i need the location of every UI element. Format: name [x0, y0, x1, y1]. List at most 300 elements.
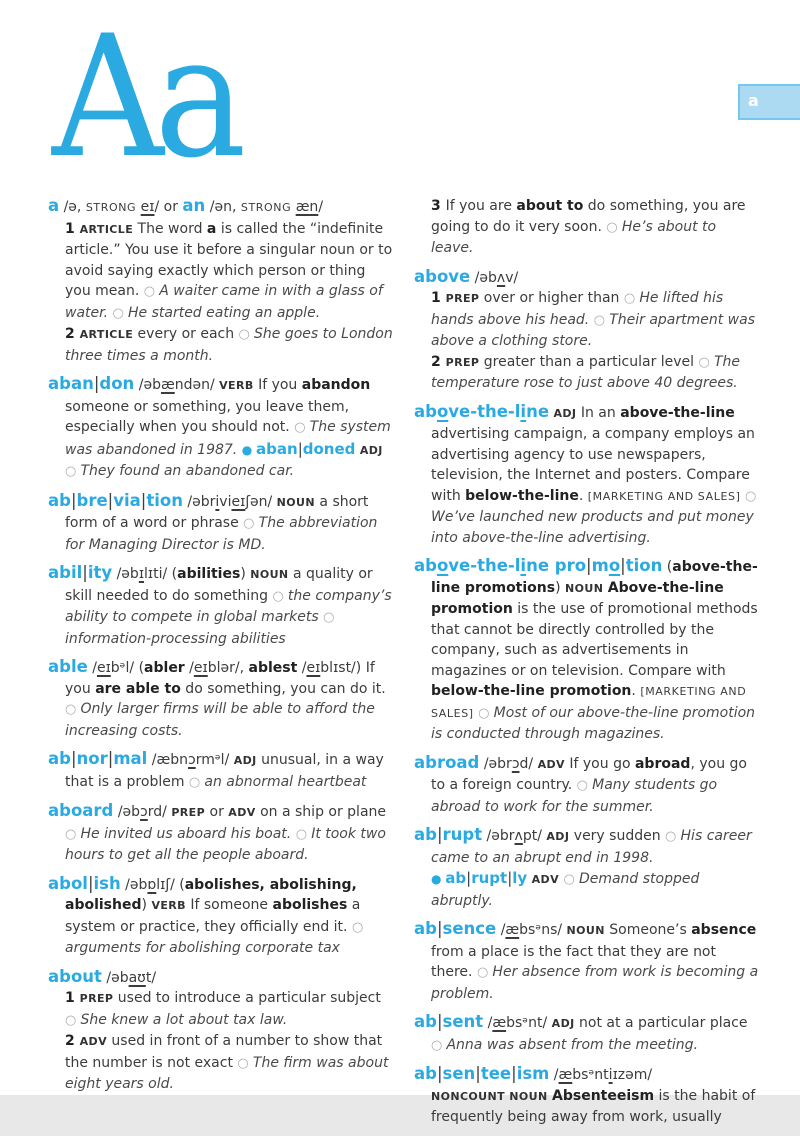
entry-sense-paragraph [48, 1031, 394, 1095]
example-text: arguments for abolishing corporate tax [65, 940, 340, 956]
derived-headword: ly [512, 869, 528, 887]
example-marker-icon: ○ [65, 464, 81, 479]
headword: ab [414, 825, 437, 844]
headword: tion [625, 556, 663, 575]
pronunciation: ndən/ [174, 377, 220, 393]
headword: don [99, 374, 135, 393]
entry-head-paragraph [414, 753, 760, 818]
pronunciation: / [87, 660, 97, 676]
part-of-speech-label: ADJ [546, 830, 570, 843]
definition-text: ( [171, 566, 178, 582]
definition-text: very sudden [569, 828, 666, 844]
sense-number: 2 [65, 1033, 80, 1049]
sense-number: 3 [431, 198, 446, 214]
syllable-divider: | [475, 1064, 481, 1083]
part-of-speech-label: VERB [151, 899, 186, 912]
pronunciation: /əb [101, 969, 129, 986]
stress-label: STRONG [240, 201, 292, 214]
dictionary-entry [48, 491, 394, 556]
bold-term: about to [516, 198, 584, 214]
subject-label: [MARKETING AND SALES] [587, 489, 741, 503]
example-text: She knew a lot about tax law. [80, 1011, 288, 1028]
definition-text: The word [133, 220, 207, 237]
definition-text: a short form of a word or phrase [65, 493, 369, 531]
dictionary-entry [414, 1064, 760, 1128]
example-marker-icon: ○ [243, 516, 259, 531]
definition-text: or [205, 804, 229, 820]
example-marker-icon: ○ [295, 826, 312, 842]
example-text: Their apartment was above a clothing store. [431, 311, 755, 349]
pronunciation: / [483, 1015, 493, 1031]
entry-head-paragraph [48, 749, 394, 793]
pronunciation: bsᵊnt [572, 1067, 609, 1083]
headword: i [520, 401, 527, 421]
definition-text: from a place is the fact that they are not there. [431, 943, 716, 980]
part-of-speech-label: ARTICLE [79, 328, 134, 341]
definition-text: do something, you can do it. [180, 680, 386, 697]
entry-head-paragraph [48, 801, 394, 866]
bold-term: abroad [634, 755, 691, 772]
subject-label: [MARKETING AND SALES] [431, 685, 747, 720]
pronunciation: /əbr [482, 828, 515, 844]
pronunciation: ɪzəm/ [612, 1067, 653, 1083]
syllable-divider: | [140, 490, 147, 510]
pronunciation: eɪ [193, 660, 208, 676]
definition-text: is the use of promotional methods that cannot be directly controlled by the company, such as advertisements in magazines or on television. Compare with [431, 601, 758, 679]
stress-label: STRONG [85, 201, 137, 214]
entry-head-paragraph [414, 1064, 760, 1086]
example-marker-icon: ○ [431, 1037, 447, 1053]
part-of-speech-label: NONCOUNT NOUN [431, 1089, 548, 1103]
syllable-divider: | [507, 869, 513, 887]
dictionary-entry [48, 801, 394, 866]
syllable-divider: | [586, 556, 592, 575]
headword: about [48, 966, 102, 986]
bold-term: are able to [95, 680, 181, 697]
pronunciation: / [549, 1067, 559, 1083]
bold-term: a [206, 220, 217, 237]
definition-text: every or each [133, 326, 239, 342]
syllable-divider: | [93, 374, 100, 393]
example-marker-icon: ○ [65, 826, 81, 842]
definition-text: If you are [445, 198, 517, 214]
pronunciation: /əbr [182, 493, 216, 510]
thumb-index-letter: a [748, 91, 759, 110]
pronunciation: æ [505, 922, 520, 938]
headword: ism [516, 1064, 550, 1083]
dictionary-entry [414, 753, 760, 818]
pronunciation: /əb [120, 876, 148, 893]
bold-term: Above-the-line promotion [431, 579, 724, 617]
pronunciation: rd/ [147, 804, 172, 820]
sense-number: 1 [65, 220, 80, 237]
pronunciation: /əbr [479, 755, 512, 772]
part-of-speech-label: ADJ [233, 754, 257, 767]
dictionary-entry [48, 563, 394, 649]
example-text: Her absence from work is becoming a problem. [431, 964, 759, 1002]
pronunciation: bsᵊns/ [519, 922, 567, 938]
entry-sense-paragraph [414, 288, 760, 352]
bold-term: abolishes [272, 897, 348, 913]
example-text: Many students go abroad to work for the summer. [431, 777, 718, 815]
part-of-speech-label: PREP [445, 292, 480, 305]
entry-head-paragraph [414, 825, 760, 868]
pronunciation: ɔ [511, 755, 520, 772]
headword: ab [414, 919, 437, 938]
example-text: He’s about to leave. [431, 218, 717, 256]
pronunciation: /əb [112, 566, 139, 582]
definition-text: ( [138, 660, 145, 676]
definition-text: advertising campaign, a company employs an advertising agency to use newspapers, television, the Internet and posters. Compare with [431, 426, 755, 504]
headword: ish [93, 873, 121, 893]
syllable-divider: | [107, 490, 114, 510]
definition-text: is the habit of frequently being away from work, usually [431, 1087, 756, 1125]
bold-term: above-the-line [620, 404, 735, 421]
example-marker-icon: ○ [744, 488, 757, 504]
pronunciation: vi [219, 493, 232, 510]
pronunciation: /əb [113, 804, 141, 820]
dictionary-entry [414, 196, 760, 259]
part-of-speech-label: VERB [219, 379, 254, 392]
dictionary-entry [48, 374, 394, 483]
example-marker-icon: ○ [272, 588, 288, 604]
definition-text: If you [253, 377, 302, 393]
syllable-divider: | [436, 1064, 443, 1083]
example-marker-icon: ○ [593, 312, 610, 328]
bold-term: abolishes, abolishing, abolished [65, 876, 357, 913]
example-marker-icon: ○ [65, 702, 81, 717]
example-text: He lifted his hands above his head. [431, 290, 724, 328]
pronunciation: /æbn [147, 752, 188, 768]
headword: aban [48, 374, 94, 393]
pronunciation: i [215, 493, 220, 510]
example-text: The abbreviation for Managing Director is MD. [65, 515, 378, 553]
section-letter-dropcap: Aa [52, 0, 238, 195]
derived-headword: doned [302, 439, 356, 458]
example-text: Only larger firms will be able to afford the increasing costs. [65, 701, 375, 739]
bold-term: above-the-line promotions [431, 559, 758, 596]
definition-text: ) [555, 579, 566, 596]
pronunciation: v/ [505, 269, 519, 286]
bold-term: abilities [177, 566, 241, 582]
definition-text: not at a particular place [574, 1015, 748, 1031]
dictionary-entry [414, 402, 760, 549]
definition-text: , [239, 660, 249, 676]
bold-term: below-the-line promotion [431, 683, 632, 699]
syllable-divider: | [70, 749, 77, 768]
pronunciation: æ [558, 1067, 573, 1083]
definition-text: . [578, 487, 588, 504]
example-text: The system was abandoned in 1987. [65, 419, 391, 458]
example-text: His career came to an abrupt end in 1998. [431, 828, 752, 866]
headword: sen [442, 1064, 476, 1083]
example-marker-icon: ○ [623, 291, 640, 306]
sense-number: 1 [431, 290, 446, 306]
entry-sense-paragraph [414, 868, 760, 911]
pronunciation: / [496, 922, 506, 938]
syllable-divider: | [436, 919, 443, 938]
dictionary-entry [414, 1012, 760, 1056]
definition-text: on a ship or plane [255, 804, 387, 820]
pronunciation: bᵊl/ [110, 660, 139, 676]
example-marker-icon: ○ [476, 965, 493, 980]
part-of-speech-label: PREP [445, 355, 480, 369]
pronunciation: aʊ [128, 969, 146, 986]
headword: abroad [414, 752, 480, 772]
pronunciation: / [184, 660, 194, 676]
entry-sense-paragraph [48, 324, 394, 366]
bold-term: Absenteeism [552, 1087, 655, 1104]
headword: able [48, 657, 88, 676]
definition-text: greater than a particular level [479, 353, 699, 370]
part-of-speech-label: NOUN [565, 581, 604, 595]
pronunciation: bsᵊnt/ [506, 1015, 552, 1031]
example-text: He started eating an apple. [128, 304, 321, 321]
definition-text: do something, you are going to do it very soon. [431, 198, 746, 235]
headword: sence [442, 919, 497, 938]
headword: ab [414, 1064, 437, 1083]
syllable-divider: | [511, 1064, 517, 1083]
headword: tee [480, 1064, 512, 1083]
dictionary-entry [414, 825, 760, 911]
headword: ne [526, 401, 550, 421]
bold-term: abler [144, 660, 185, 676]
headword: ab [48, 749, 71, 768]
dictionary-entry [48, 196, 394, 366]
pronunciation: eɪ [140, 199, 155, 215]
part-of-speech-label: NOUN [276, 495, 315, 509]
entry-sense-paragraph [48, 219, 394, 325]
definition-text: ) [240, 566, 251, 582]
definition-text: a quality or skill needed to do something [65, 566, 373, 604]
pronunciation: lɪʃ/ [156, 876, 180, 893]
definition-text: ) [141, 897, 152, 913]
definition-text: or [163, 199, 183, 215]
entry-head-paragraph [48, 967, 394, 989]
syllable-divider: | [82, 563, 88, 582]
headword: ve-the-l [448, 556, 521, 575]
entry-sense-paragraph [414, 1086, 760, 1128]
sense-number: 2 [431, 353, 446, 370]
pronunciation: ʃən/ [245, 493, 277, 510]
part-of-speech-label: ADJ [551, 1017, 575, 1030]
headword: i [520, 556, 527, 575]
pronunciation: ɔ [140, 804, 148, 820]
dictionary-entry [414, 267, 760, 394]
syllable-divider: | [297, 439, 303, 458]
definition-text: . [631, 683, 641, 699]
definition-text: ) If you [65, 660, 375, 697]
part-of-speech-label: ADV [228, 806, 256, 819]
entry-head-paragraph [48, 563, 394, 649]
headword: aboard [48, 801, 114, 820]
part-of-speech-label: ARTICLE [79, 222, 134, 236]
example-marker-icon: ○ [576, 778, 593, 793]
pronunciation: ɪ [138, 566, 145, 582]
dictionary-entry [48, 967, 394, 1095]
example-marker-icon: ○ [323, 610, 335, 625]
pronunciation: pt/ [522, 828, 547, 844]
definition-text: used in front of a number to show that the number is not exact [65, 1033, 383, 1071]
example-text: They found an abandoned car. [80, 463, 295, 479]
entry-sense-paragraph [414, 352, 760, 394]
entry-head-paragraph [414, 267, 760, 289]
definition-text: used to introduce a particular subject [113, 990, 381, 1006]
definition-text: someone or something, you leave them, especially when you should not. [65, 398, 350, 435]
definition-text: a system or practice, they officially end it. [65, 897, 361, 935]
pronunciation: æn [295, 199, 319, 215]
entry-head-paragraph [48, 657, 394, 741]
example-marker-icon: ○ [238, 327, 255, 342]
derived-headword: rupt [471, 869, 508, 887]
syllable-divider: | [87, 873, 94, 893]
pronunciation: eɪ [306, 660, 321, 676]
example-marker-icon: ○ [237, 1055, 253, 1071]
entry-head-paragraph [48, 874, 394, 959]
example-marker-icon: ○ [294, 420, 310, 435]
entry-sense-paragraph [414, 196, 760, 259]
entry-head-paragraph [48, 374, 394, 483]
pronunciation: /ən, [205, 199, 241, 215]
headword: rupt [442, 825, 483, 844]
example-marker-icon: ○ [65, 1012, 81, 1028]
part-of-speech-label: ADV [79, 1035, 107, 1048]
dictionary-content [48, 196, 760, 1136]
example-text: A waiter came in with a glass of water. [65, 283, 383, 321]
headword: sent [442, 1012, 484, 1031]
entry-head-paragraph [414, 402, 760, 549]
pronunciation: / [154, 199, 164, 215]
headword: ab [414, 401, 437, 421]
example-marker-icon: ○ [606, 219, 622, 235]
headword: nor [76, 749, 108, 768]
pronunciation: d/ [519, 755, 538, 772]
entry-head-paragraph [48, 196, 394, 219]
entry-sense-paragraph [48, 988, 394, 1031]
part-of-speech-label: ADJ [359, 443, 383, 457]
pronunciation: rmᵊl/ [195, 752, 234, 768]
definition-text: over or higher than [479, 290, 624, 306]
thumb-index-tab[interactable] [738, 84, 800, 120]
entry-head-paragraph [414, 1012, 760, 1056]
dictionary-entry [48, 749, 394, 793]
pronunciation: blɪst/ [320, 660, 356, 676]
headword: m [591, 556, 609, 575]
definition-text: If someone [185, 897, 273, 913]
pronunciation: /ə, [59, 199, 86, 215]
pronunciation: ʌ [514, 828, 523, 844]
headword: an [182, 196, 206, 215]
syllable-divider: | [107, 749, 114, 768]
example-marker-icon: ○ [351, 919, 364, 935]
headword: o [436, 556, 449, 575]
part-of-speech-label: ADJ [553, 406, 577, 420]
definition-text: is called the “indefinite article.” You use it before a singular noun or to avoid saying exactly which person or thing you mean. [65, 220, 393, 299]
bold-term: below-the-line [465, 487, 579, 504]
headword: above [414, 266, 471, 286]
dictionary-entry [414, 919, 760, 1004]
pronunciation: blər/ [207, 660, 240, 676]
example-text: She goes to London three times a month. [65, 326, 393, 364]
definition-text: In an [576, 404, 621, 421]
headword: o [608, 556, 621, 575]
part-of-speech-label: ADV [537, 757, 565, 771]
example-text: information-processing abilities [65, 630, 286, 647]
example-marker-icon: ○ [112, 305, 128, 321]
pronunciation: æ [160, 377, 175, 393]
pronunciation: / [318, 199, 324, 215]
pronunciation: t/ [145, 969, 157, 986]
pronunciation: eɪ [231, 493, 246, 510]
headword: mal [113, 749, 148, 768]
headword: ne pro [526, 556, 587, 575]
pronunciation: eɪ [96, 660, 111, 676]
example-text: The firm was about eight years old. [65, 1054, 389, 1092]
example-marker-icon: ○ [563, 872, 579, 887]
example-text: an abnormal heartbeat [204, 773, 367, 790]
syllable-divider: | [620, 556, 626, 575]
pronunciation: ɔ [187, 752, 196, 768]
part-of-speech-label: PREP [79, 992, 114, 1005]
sense-number: 2 [65, 326, 80, 342]
entry-head-paragraph [48, 491, 394, 556]
definition-text: ( [662, 559, 673, 575]
headword: ab [414, 1012, 437, 1031]
part-of-speech-label: NOUN [250, 568, 289, 581]
derived-form-bullet-icon: ● [431, 872, 446, 886]
pronunciation: /əb [134, 377, 161, 393]
headword: ab [414, 556, 437, 575]
example-marker-icon: ○ [143, 284, 160, 299]
right-column [414, 196, 760, 1136]
entry-head-paragraph [414, 919, 760, 1004]
syllable-divider: | [436, 825, 443, 844]
headword: bre [76, 490, 108, 510]
headword: via [113, 490, 141, 510]
syllable-divider: | [70, 490, 77, 510]
pronunciation: lɪti/ [144, 566, 172, 582]
bold-term: abandon [301, 377, 371, 393]
pronunciation: æ [492, 1015, 507, 1031]
definition-text: , you go to a foreign country. [431, 755, 747, 793]
example-text: We’ve launched new products and put money into above-the-line advertising. [431, 509, 754, 546]
part-of-speech-label: ADV [531, 873, 559, 886]
part-of-speech-label: PREP [171, 806, 206, 819]
example-text: Demand stopped abruptly. [431, 871, 700, 909]
headword: abil [48, 563, 83, 582]
derived-form-bullet-icon: ● [241, 442, 257, 457]
headword: o [436, 401, 449, 421]
example-marker-icon: ○ [665, 829, 681, 844]
example-text: the company’s ability to compete in global markets [65, 587, 392, 625]
example-marker-icon: ○ [188, 774, 205, 790]
headword: ab [48, 490, 71, 510]
headword: tion [146, 490, 183, 510]
syllable-divider: | [466, 869, 472, 887]
dictionary-entry [48, 657, 394, 741]
entry-head-paragraph [414, 556, 760, 745]
bold-term: absence [691, 922, 757, 938]
example-marker-icon: ○ [478, 705, 494, 721]
definition-text: Someone’s [604, 922, 692, 938]
derived-headword: ab [445, 869, 467, 887]
example-text: Anna was absent from the meeting. [446, 1036, 699, 1053]
derived-headword: aban [256, 439, 298, 458]
left-column [48, 196, 394, 1136]
sense-number: 1 [65, 990, 80, 1006]
definition-text: unusual, in a way that is a problem [65, 752, 384, 790]
pronunciation: /əb [470, 269, 497, 286]
